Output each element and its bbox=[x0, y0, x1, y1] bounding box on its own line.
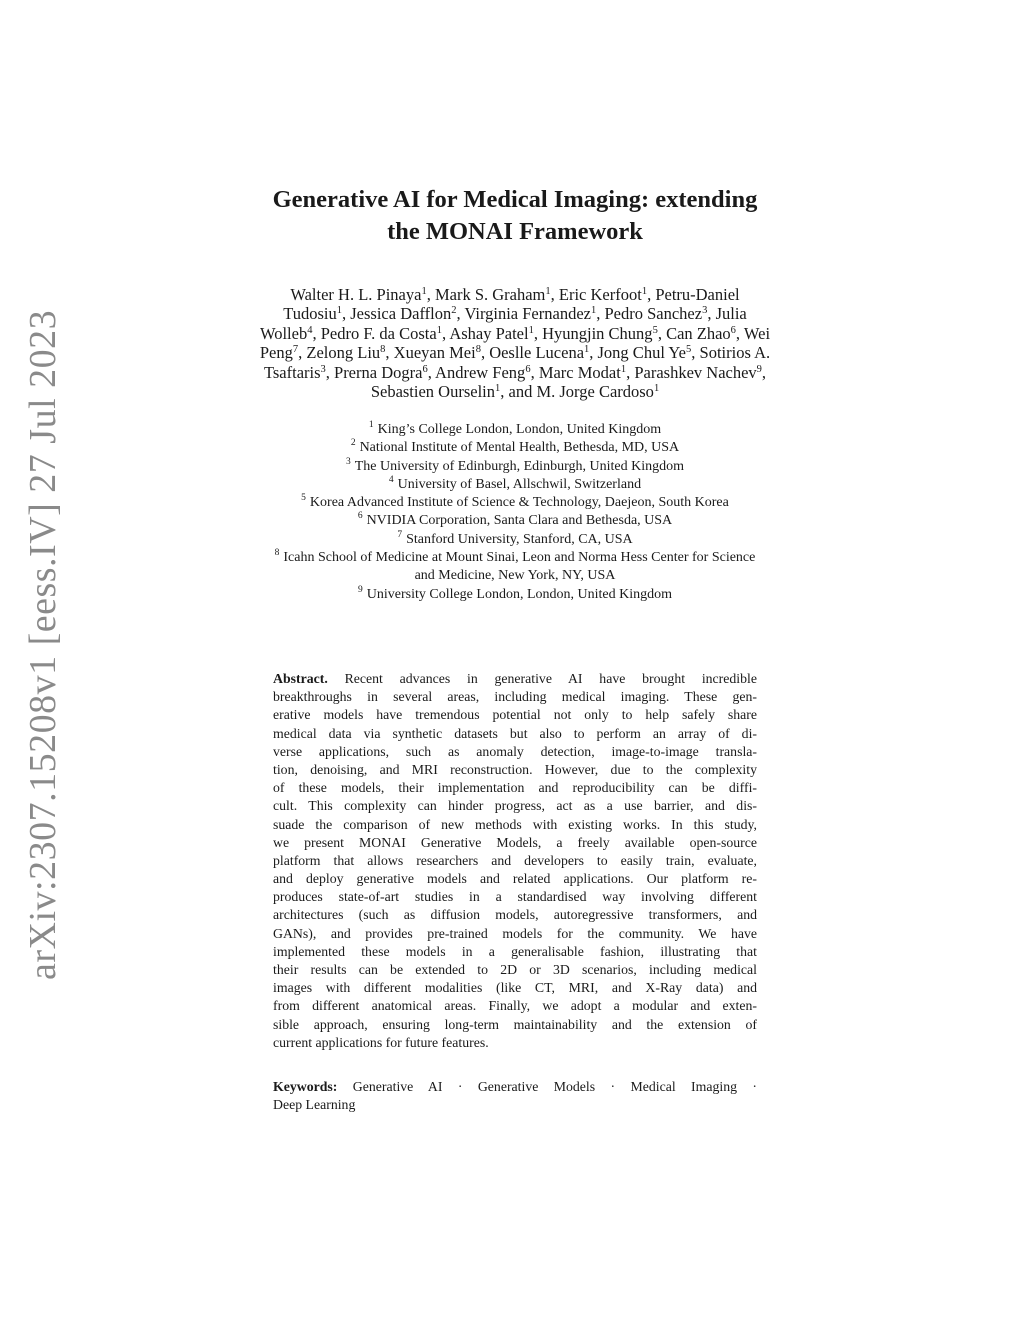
author-split-first: Julia bbox=[715, 304, 747, 324]
abstract-line: verse applications, such as anomaly detection, image-to-image transla- bbox=[273, 743, 757, 759]
keywords-line: Keywords: Generative AI · Generative Models · Medical Imaging · bbox=[273, 1079, 758, 1094]
keywords-label: Keywords: bbox=[273, 1079, 338, 1094]
abstract-line: platform that allows researchers and developers to easily train, evaluate, bbox=[273, 852, 757, 868]
abstract-line: tion, denoising, and MRI reconstruction. However, due to the complexity bbox=[273, 761, 757, 777]
abstract-line: of these models, their implementation and reproducibility can be diffi- bbox=[273, 780, 757, 796]
affiliation-item: $^9$ University College London, London, United Kingdom bbox=[358, 584, 672, 602]
affiliation-item-continuation: and Medicine, New York, NY, USA bbox=[414, 568, 616, 584]
title-line-2: the MONAI Framework bbox=[387, 218, 643, 245]
affiliation-list bbox=[215, 421, 815, 604]
affiliation-item: $^5$ Korea Advanced Institute of Science & Technology, Daejeon, South Korea bbox=[301, 493, 729, 511]
abstract-line: sible approach, ensuring long-term maintainability and the extension of bbox=[273, 1016, 757, 1032]
keywords-line: Deep Learning bbox=[273, 1097, 356, 1113]
abstract-line: breakthroughs in several areas, including medical imaging. These gen- bbox=[273, 689, 757, 705]
author-split-first: Petru-Daniel bbox=[655, 285, 740, 304]
abstract-line: GANs), and provides pre-trained models for the community. We have bbox=[273, 925, 757, 941]
abstract-line: erative models have tremendous potential not only to help safely share bbox=[273, 707, 757, 723]
author-list bbox=[215, 285, 815, 401]
abstract-line: from different anatomical areas. Finally, we adopt a modular and exten- bbox=[273, 998, 757, 1014]
author-split-second: Tudosiu bbox=[283, 304, 337, 324]
author-split-first: Sotirios A. bbox=[699, 343, 771, 363]
affiliation-item: $^7$ Stanford University, Stanford, CA, USA bbox=[397, 529, 633, 547]
abstract-line: images with different modalities (like CT, MRI, and X-Ray data) and bbox=[273, 980, 757, 996]
abstract-block bbox=[273, 670, 757, 1052]
affiliation-item: $^2$ National Institute of Mental Health, Bethesda, MD, USA bbox=[350, 438, 680, 456]
title-line-1: Generative AI for Medical Imaging: extending bbox=[272, 186, 758, 213]
abstract-line: implemented these models in a generalisable fashion, illustrating that bbox=[273, 943, 757, 959]
abstract-line: Abstract. Recent advances in generative AI have brought incredible bbox=[273, 671, 757, 686]
author-line: Sebastien Ourselin$^1$, and M. Jorge Cardoso$^1$ bbox=[370, 382, 660, 402]
author-split-second: Peng bbox=[259, 343, 293, 363]
keywords-block bbox=[273, 1078, 757, 1114]
affiliation-item: $^8$ Icahn School of Medicine at Mount Sinai, Leon and Norma Hess Center for Science bbox=[274, 548, 756, 566]
author-line: Tudosiu$^1$, Jessica Dafflon$^2$, Virginia Fernandez$^1$, Pedro Sanchez$^3$, Julia bbox=[283, 304, 747, 324]
abstract-line: cult. This complexity can hinder progress, act as a use barrier, and dis- bbox=[273, 798, 757, 814]
abstract-line: their results can be extended to 2D or 3D scenarios, including medical bbox=[273, 962, 757, 977]
author-line: Tsaftaris$^3$, Prerna Dogra$^6$, Andrew Feng$^6$, Marc Modat$^1$, Parashkev Nachev$^9$, bbox=[263, 362, 767, 382]
abstract-line: suade the comparison of new methods with existing works. In this study, bbox=[273, 816, 757, 832]
affiliation-item: $^3$ The University of Edinburgh, Edinburgh, United Kingdom bbox=[346, 456, 684, 474]
author-split-first: Wei bbox=[743, 323, 771, 343]
arxiv-identifier-stamp: arXiv:2307.15208v1 [eess.IV] 27 Jul 2023 bbox=[22, 309, 64, 980]
abstract-line: architectures (such as diffusion models, autoregressive transformers, and bbox=[273, 907, 757, 923]
abstract-line: we present MONAI Generative Models, a freely available open-source bbox=[273, 834, 757, 850]
affiliation-item: $^4$ University of Basel, Allschwil, Switzerland bbox=[388, 474, 642, 492]
author-split-second: Wolleb bbox=[259, 323, 308, 343]
author-line: Peng$^7$, Zelong Liu$^8$, Xueyan Mei$^8$, Oeslle Lucena$^1$, Jong Chul Ye$^5$, Sotirios A. bbox=[259, 343, 771, 363]
author-line: Wolleb$^4$, Pedro F. da Costa$^1$, Ashay Patel$^1$, Hyungjin Chung$^5$, Can Zhao$^6$, Wei bbox=[259, 323, 771, 343]
abstract-line: and deploy generative models and related applications. Our platform re- bbox=[273, 871, 757, 887]
abstract-line: medical data via synthetic datasets but also to perform an array of di- bbox=[273, 725, 757, 741]
abstract-label: Abstract. bbox=[273, 671, 328, 686]
paper-title bbox=[180, 184, 850, 248]
abstract-line: current applications for future features. bbox=[273, 1034, 489, 1050]
affiliation-item: $^6$ NVIDIA Corporation, Santa Clara and Bethesda, USA bbox=[357, 511, 673, 529]
author-line: Walter H. L. Pinaya$^1$, Mark S. Graham$^1$, Eric Kerfoot$^1$, Petru-Daniel bbox=[290, 285, 740, 304]
affiliation-item: $^1$ King’s College London, London, United Kingdom bbox=[368, 420, 662, 437]
author-split-second: Tsaftaris bbox=[263, 362, 321, 382]
abstract-line: produces state-of-art studies in a standardised way involving different bbox=[273, 889, 757, 905]
